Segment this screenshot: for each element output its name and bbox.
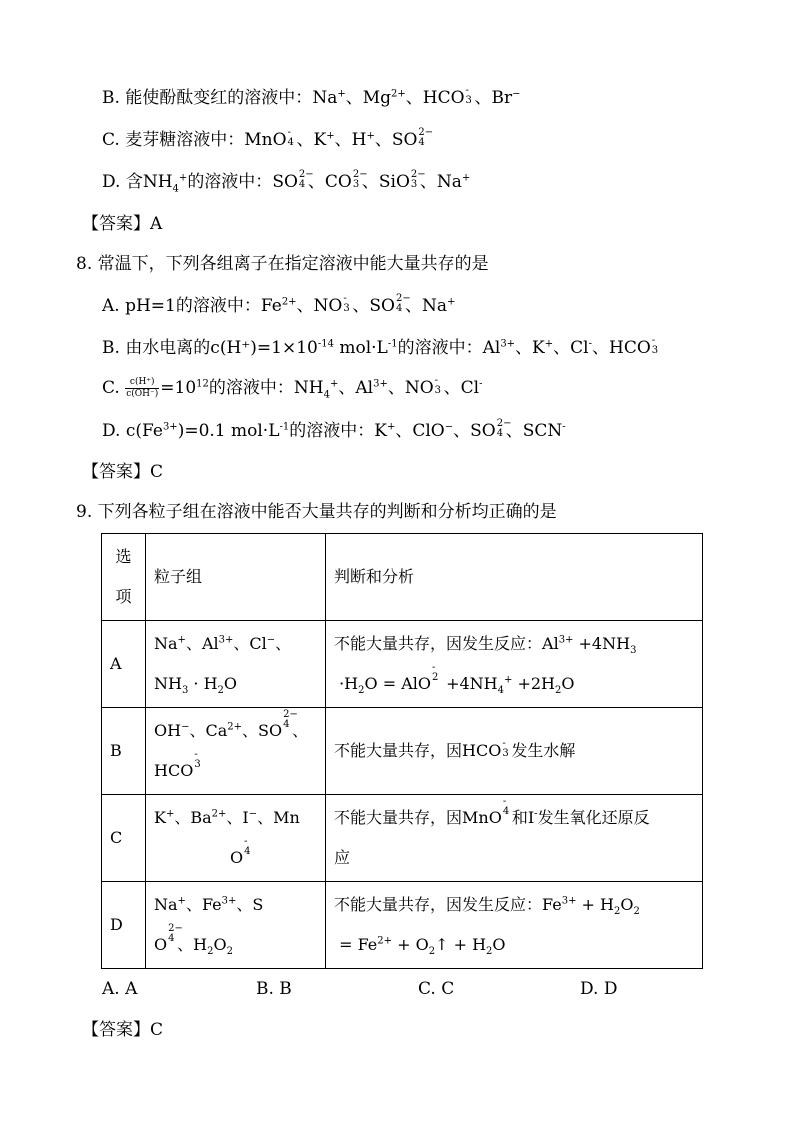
q8-stem: 8. 常温下，下列各组离子在指定溶液中能大量共存的是 xyxy=(76,254,489,274)
row-key: A xyxy=(102,621,146,708)
row-key: C xyxy=(102,795,146,882)
particles-line1: Na+、$Fe^{3+}$、S xyxy=(154,895,264,914)
ion-list: $Fe^{2+}$、NO - 3 、SO 2− 4 、Na+ xyxy=(260,293,456,316)
particles-line2: HCO - 3 xyxy=(154,749,201,780)
option-label: C. xyxy=(102,130,120,150)
row-judgement xyxy=(326,621,703,708)
option-text: c(Fe xyxy=(125,421,163,441)
header-particles: 粒子组 xyxy=(146,534,326,621)
fraction-numerator: c(H⁺) xyxy=(125,377,159,389)
fraction-denominator: c(OH⁻) xyxy=(126,389,159,399)
fraction xyxy=(125,377,159,400)
exponent: -1 xyxy=(387,338,398,350)
q8-answer: 【答案】C xyxy=(82,462,164,482)
judgement-line1: 不能大量共存，因MnO - 4 和I-发生氧化还原反 xyxy=(334,796,650,827)
row-key: D xyxy=(102,882,146,969)
option-label: B. xyxy=(102,338,120,358)
option-label: D. xyxy=(102,421,121,441)
ion: $NH_4^+$ xyxy=(142,172,188,195)
judgement-text: 发生水解 xyxy=(511,741,576,760)
option-text: pH=1的溶液中： xyxy=(125,296,261,316)
choice-d: D. D xyxy=(580,979,618,999)
particles-line2: O 2− 4 、$H_2O_2$ xyxy=(154,923,233,958)
choice-a: A. A xyxy=(102,979,138,999)
q8-option-b xyxy=(102,337,661,359)
judgement-text: 不能大量共存，因 xyxy=(334,808,463,827)
q9-stem: 9. 下列各粒子组在溶液中能否大量共存的判断和分析均正确的是 xyxy=(76,502,557,522)
option-text: 由水电离的c(H⁺)=1×10 xyxy=(125,338,318,358)
q9-answer: 【答案】C xyxy=(82,1020,164,1040)
row-particles xyxy=(146,708,326,795)
q7-option-c xyxy=(102,127,434,151)
q7-option-b xyxy=(102,87,521,109)
option-text: =10 xyxy=(160,378,197,398)
option-text: 能使酚酞变红的溶液中： xyxy=(125,88,313,108)
judgement-line1: 不能大量共存，因发生反应：$Fe^{3+} + H_2O_2$ xyxy=(334,895,640,918)
exponent: 12 xyxy=(196,378,209,390)
option-text: 的溶液中： xyxy=(289,421,375,441)
particles-line1: K+、$Ba^{2+}$、I−、Mn xyxy=(154,808,300,827)
judgement-line1: 不能大量共存，因发生反应：$Al^{3+} +4NH_3$ xyxy=(334,634,637,657)
judgement-text: 不能大量共存，因发生反应： xyxy=(334,895,543,914)
judgement-text: 不能大量共存，因发生反应： xyxy=(334,634,543,653)
ion-list: $Al^{3+}$、K+、Cl-、HCO - 3 xyxy=(482,335,659,358)
choice-b: B. B xyxy=(256,979,292,999)
judgement-line2: 应 xyxy=(334,848,351,867)
row-particles xyxy=(146,795,326,882)
option-label: B. xyxy=(102,88,120,108)
choice-c: C. C xyxy=(418,979,455,999)
table-row xyxy=(102,708,703,795)
option-text: 的溶液中： xyxy=(208,378,294,398)
ion-list: K+、ClO−、SO 2− 4 、SCN- xyxy=(374,418,566,441)
q7-option-d xyxy=(102,171,470,193)
judgement-text: 不能大量共存，因 xyxy=(334,741,463,760)
option-text: 的溶液中： xyxy=(187,172,273,192)
option-label: A. xyxy=(102,296,120,316)
judgement-line2: = $Fe^{2+}$ + $O_2↑ + H_2O$ xyxy=(334,935,506,958)
exponent: 3+ xyxy=(162,421,178,433)
row-particles xyxy=(146,882,326,969)
option-label: C. xyxy=(102,378,120,398)
judgement-text: 和 xyxy=(511,808,528,827)
q7-answer: 【答案】A xyxy=(82,214,163,234)
judgement-text: 发生氧化还原反 xyxy=(537,808,650,827)
judgement-line2: $\cdot H_2O$ = AlO - 2 $+4NH_4^+ +2H_2O$ xyxy=(334,662,575,697)
exponent: -14 xyxy=(317,338,334,350)
option-text: 含 xyxy=(125,172,143,192)
table-row xyxy=(102,882,703,969)
option-text: mol·L xyxy=(333,338,388,358)
ion-list: $NH_4^+$、$Al^{3+}$、NO - 3 、Cl- xyxy=(293,375,483,401)
ion-list: MnO - 4 、K+、H+、SO 2− 4 xyxy=(244,127,434,150)
particles-line2: O - 4 xyxy=(230,836,251,867)
row-judgement: 不能大量共存，因HCO - 3 发生水解 xyxy=(326,708,703,795)
option-text: 麦芽糖溶液中： xyxy=(125,130,245,150)
row-judgement xyxy=(326,795,703,882)
particles-line1: OH−、$Ca^{2+}$、SO 2− 4 、 xyxy=(154,709,309,740)
exponent: -1 xyxy=(279,421,290,433)
ion-list: Na+、$Mg^{2+}$、HCO - 3 、Br− xyxy=(312,85,521,108)
ion-list: SO 2− 4 、CO 2− 3 、SiO 2− 3 、Na+ xyxy=(272,169,471,192)
q8-option-d xyxy=(102,420,566,442)
row-judgement xyxy=(326,882,703,969)
header-option xyxy=(102,534,146,621)
table-row xyxy=(102,621,703,708)
table-row xyxy=(102,795,703,882)
particles-line1: Na+、$Al^{3+}$、Cl−、 xyxy=(154,634,292,653)
particles-line2: $NH_3 \cdot H_2O$ xyxy=(154,674,238,697)
header-option-line1: 选 xyxy=(115,547,132,566)
table-header-row xyxy=(102,534,703,621)
q8-option-c xyxy=(102,377,482,400)
row-particles xyxy=(146,621,326,708)
header-option-line2: 项 xyxy=(115,587,132,606)
option-text: 的溶液中： xyxy=(397,338,483,358)
header-judgement: 判断和分析 xyxy=(326,534,703,621)
q8-option-a xyxy=(102,295,455,317)
q9-table xyxy=(101,533,703,969)
option-text: )=0.1 mol·L xyxy=(177,421,280,441)
option-label: D. xyxy=(102,172,121,192)
row-key: B xyxy=(102,708,146,795)
